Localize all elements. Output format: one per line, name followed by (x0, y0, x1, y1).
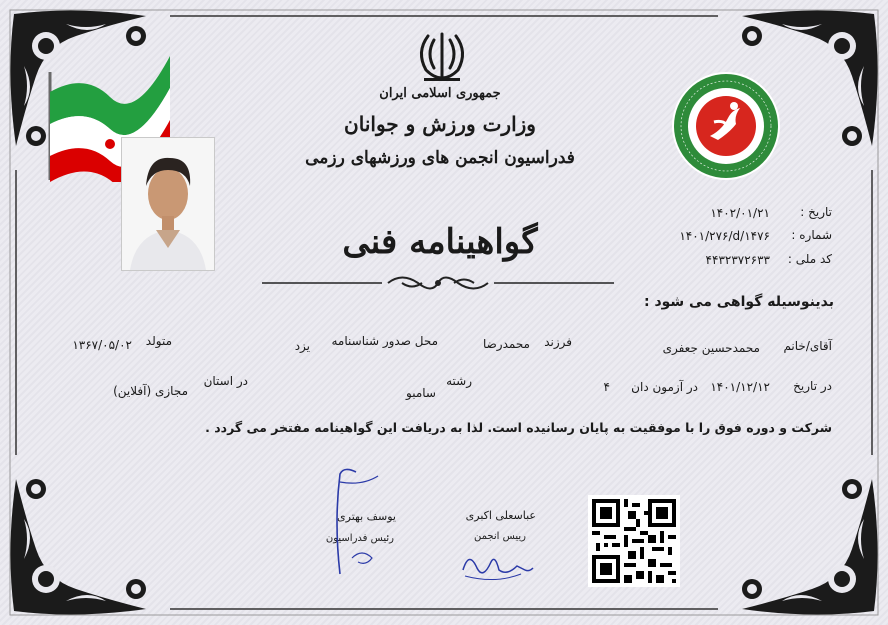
father-label: فرزند (544, 335, 572, 349)
corner-ornament-bottom-left (6, 459, 166, 619)
field-label: رشته (446, 374, 472, 388)
exam-date: ۱۴۰۱/۱۲/۱۲ (710, 380, 770, 394)
intro-text: بدینوسیله گواهی می شود : (643, 294, 834, 310)
closing-text: شرکت و دوره فوق را با موفقیت به پایان رسانیده است. لذا به دریافت این گواهینامه مفتخر می گردد . (205, 420, 832, 435)
federation-head-role: رئیس فدراسیون (325, 533, 394, 544)
association-head-signature (455, 540, 540, 582)
title-divider (262, 272, 614, 294)
certificate-title: گواهینامه فنی (342, 222, 538, 262)
mr-ms-label: آقای/خانم (783, 339, 832, 353)
province-label: در استان (203, 374, 248, 388)
born-label: متولد (145, 334, 172, 348)
national-id-label: کد ملی : (787, 252, 832, 266)
dan-level: ۴ (603, 380, 610, 394)
federation-head-signature (322, 462, 392, 582)
date-label: تاریخ : (800, 205, 832, 219)
national-id-value: ۴۴۳۲۳۷۲۶۳۳ (705, 253, 770, 267)
association-head-role: رییس انجمن (474, 531, 526, 542)
father-name: محمدرضا (482, 337, 530, 351)
ministry-text: وزارت ورزش و جوانان (344, 112, 536, 136)
born-date: ۱۳۶۷/۰۵/۰۲ (72, 338, 132, 352)
issue-place-label: محل صدور شناسنامه (331, 334, 438, 348)
number-label: شماره : (791, 228, 832, 242)
date-prefix: در تاریخ (793, 379, 832, 393)
corner-ornament-bottom-right (722, 459, 882, 619)
federation-logo-icon (670, 70, 782, 182)
federation-text: فدراسیون انجمن های ورزشهای رزمی (305, 148, 575, 168)
holder-name: محمدحسین جعفری (662, 341, 760, 355)
exam-label: در آزمون دان (631, 380, 698, 394)
republic-text: جمهوری اسلامی ایران (379, 86, 501, 101)
association-head-name: عباسعلی اکبری (465, 509, 536, 522)
date-value: ۱۴۰۲/۰۱/۲۱ (710, 206, 770, 220)
portrait-photo (121, 137, 215, 271)
number-value: ۱۴۰۱/۲۷۶/d/۱۴۷۶ (679, 229, 770, 243)
issue-place: یزد (294, 339, 310, 353)
qr-code-icon[interactable] (588, 495, 680, 587)
field-value: سامبو (406, 386, 436, 400)
federation-head-name: یوسف بهتری (337, 510, 396, 523)
province-value: مجازی (آفلاین) (113, 384, 188, 398)
iran-emblem-icon (414, 30, 470, 82)
